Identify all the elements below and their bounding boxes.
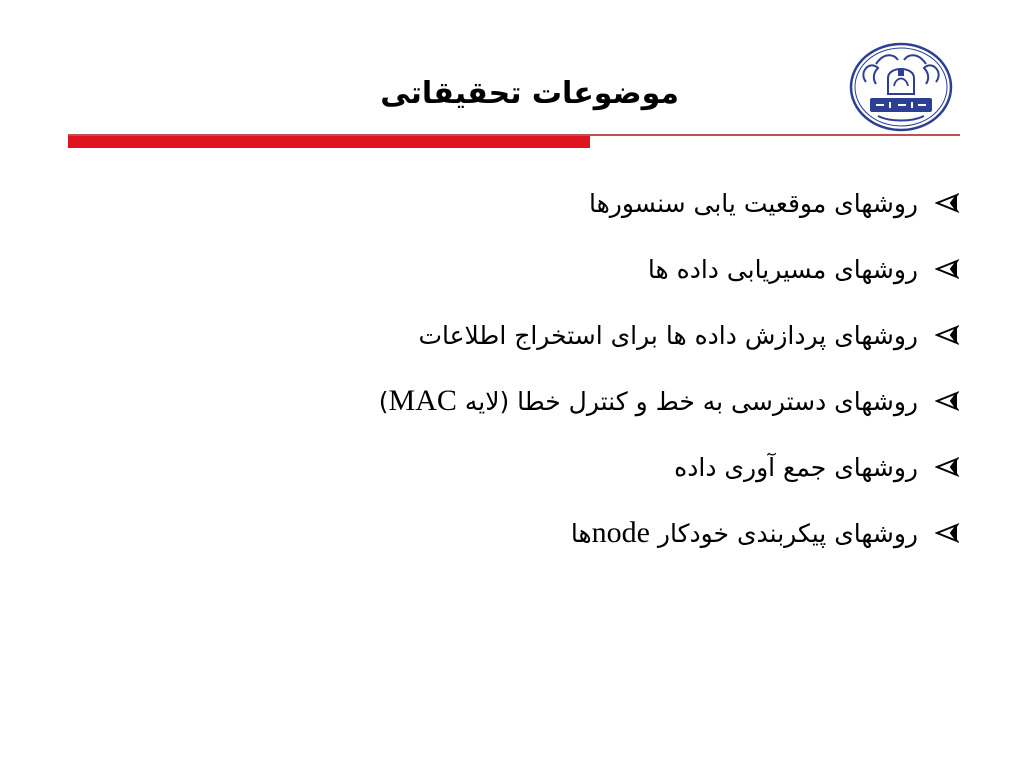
bullet-text: روشهای مسیریابی داده ها <box>647 254 918 284</box>
bullet-text <box>379 384 918 418</box>
list-item <box>182 170 962 236</box>
bullet-text: روشهای موقعیت یابی سنسورها <box>588 188 918 218</box>
bullet-text-part: روشهای پیکربندی خودکار <box>649 519 918 548</box>
bullet-text-part: ها <box>570 519 592 548</box>
bullet-text-part: ) <box>378 387 389 416</box>
arrowhead-bullet-icon <box>932 389 962 413</box>
bullet-latin-term: node <box>591 516 650 549</box>
bullet-latin-term: MAC <box>388 384 457 417</box>
bullet-text: روشهای جمع آوری داده <box>674 452 918 482</box>
bullet-list <box>182 170 962 566</box>
bullet-text <box>571 516 918 550</box>
arrowhead-bullet-icon <box>932 257 962 281</box>
list-item <box>182 368 962 434</box>
list-item <box>182 236 962 302</box>
arrowhead-bullet-icon <box>932 191 962 215</box>
university-of-isfahan-emblem-icon <box>848 42 954 132</box>
bullet-text: روشهای پردازش داده ها برای استخراج اطلاعات <box>418 320 918 350</box>
slide-title: موضوعات تحقیقاتی <box>380 76 679 111</box>
arrowhead-bullet-icon <box>932 323 962 347</box>
list-item <box>182 434 962 500</box>
list-item <box>182 500 962 566</box>
arrowhead-bullet-icon <box>932 521 962 545</box>
header-rule-thick <box>68 136 590 148</box>
list-item <box>182 302 962 368</box>
arrowhead-bullet-icon <box>932 455 962 479</box>
bullet-text-part: روشهای دسترسی به خط و کنترل خطا (لایه <box>456 387 918 416</box>
